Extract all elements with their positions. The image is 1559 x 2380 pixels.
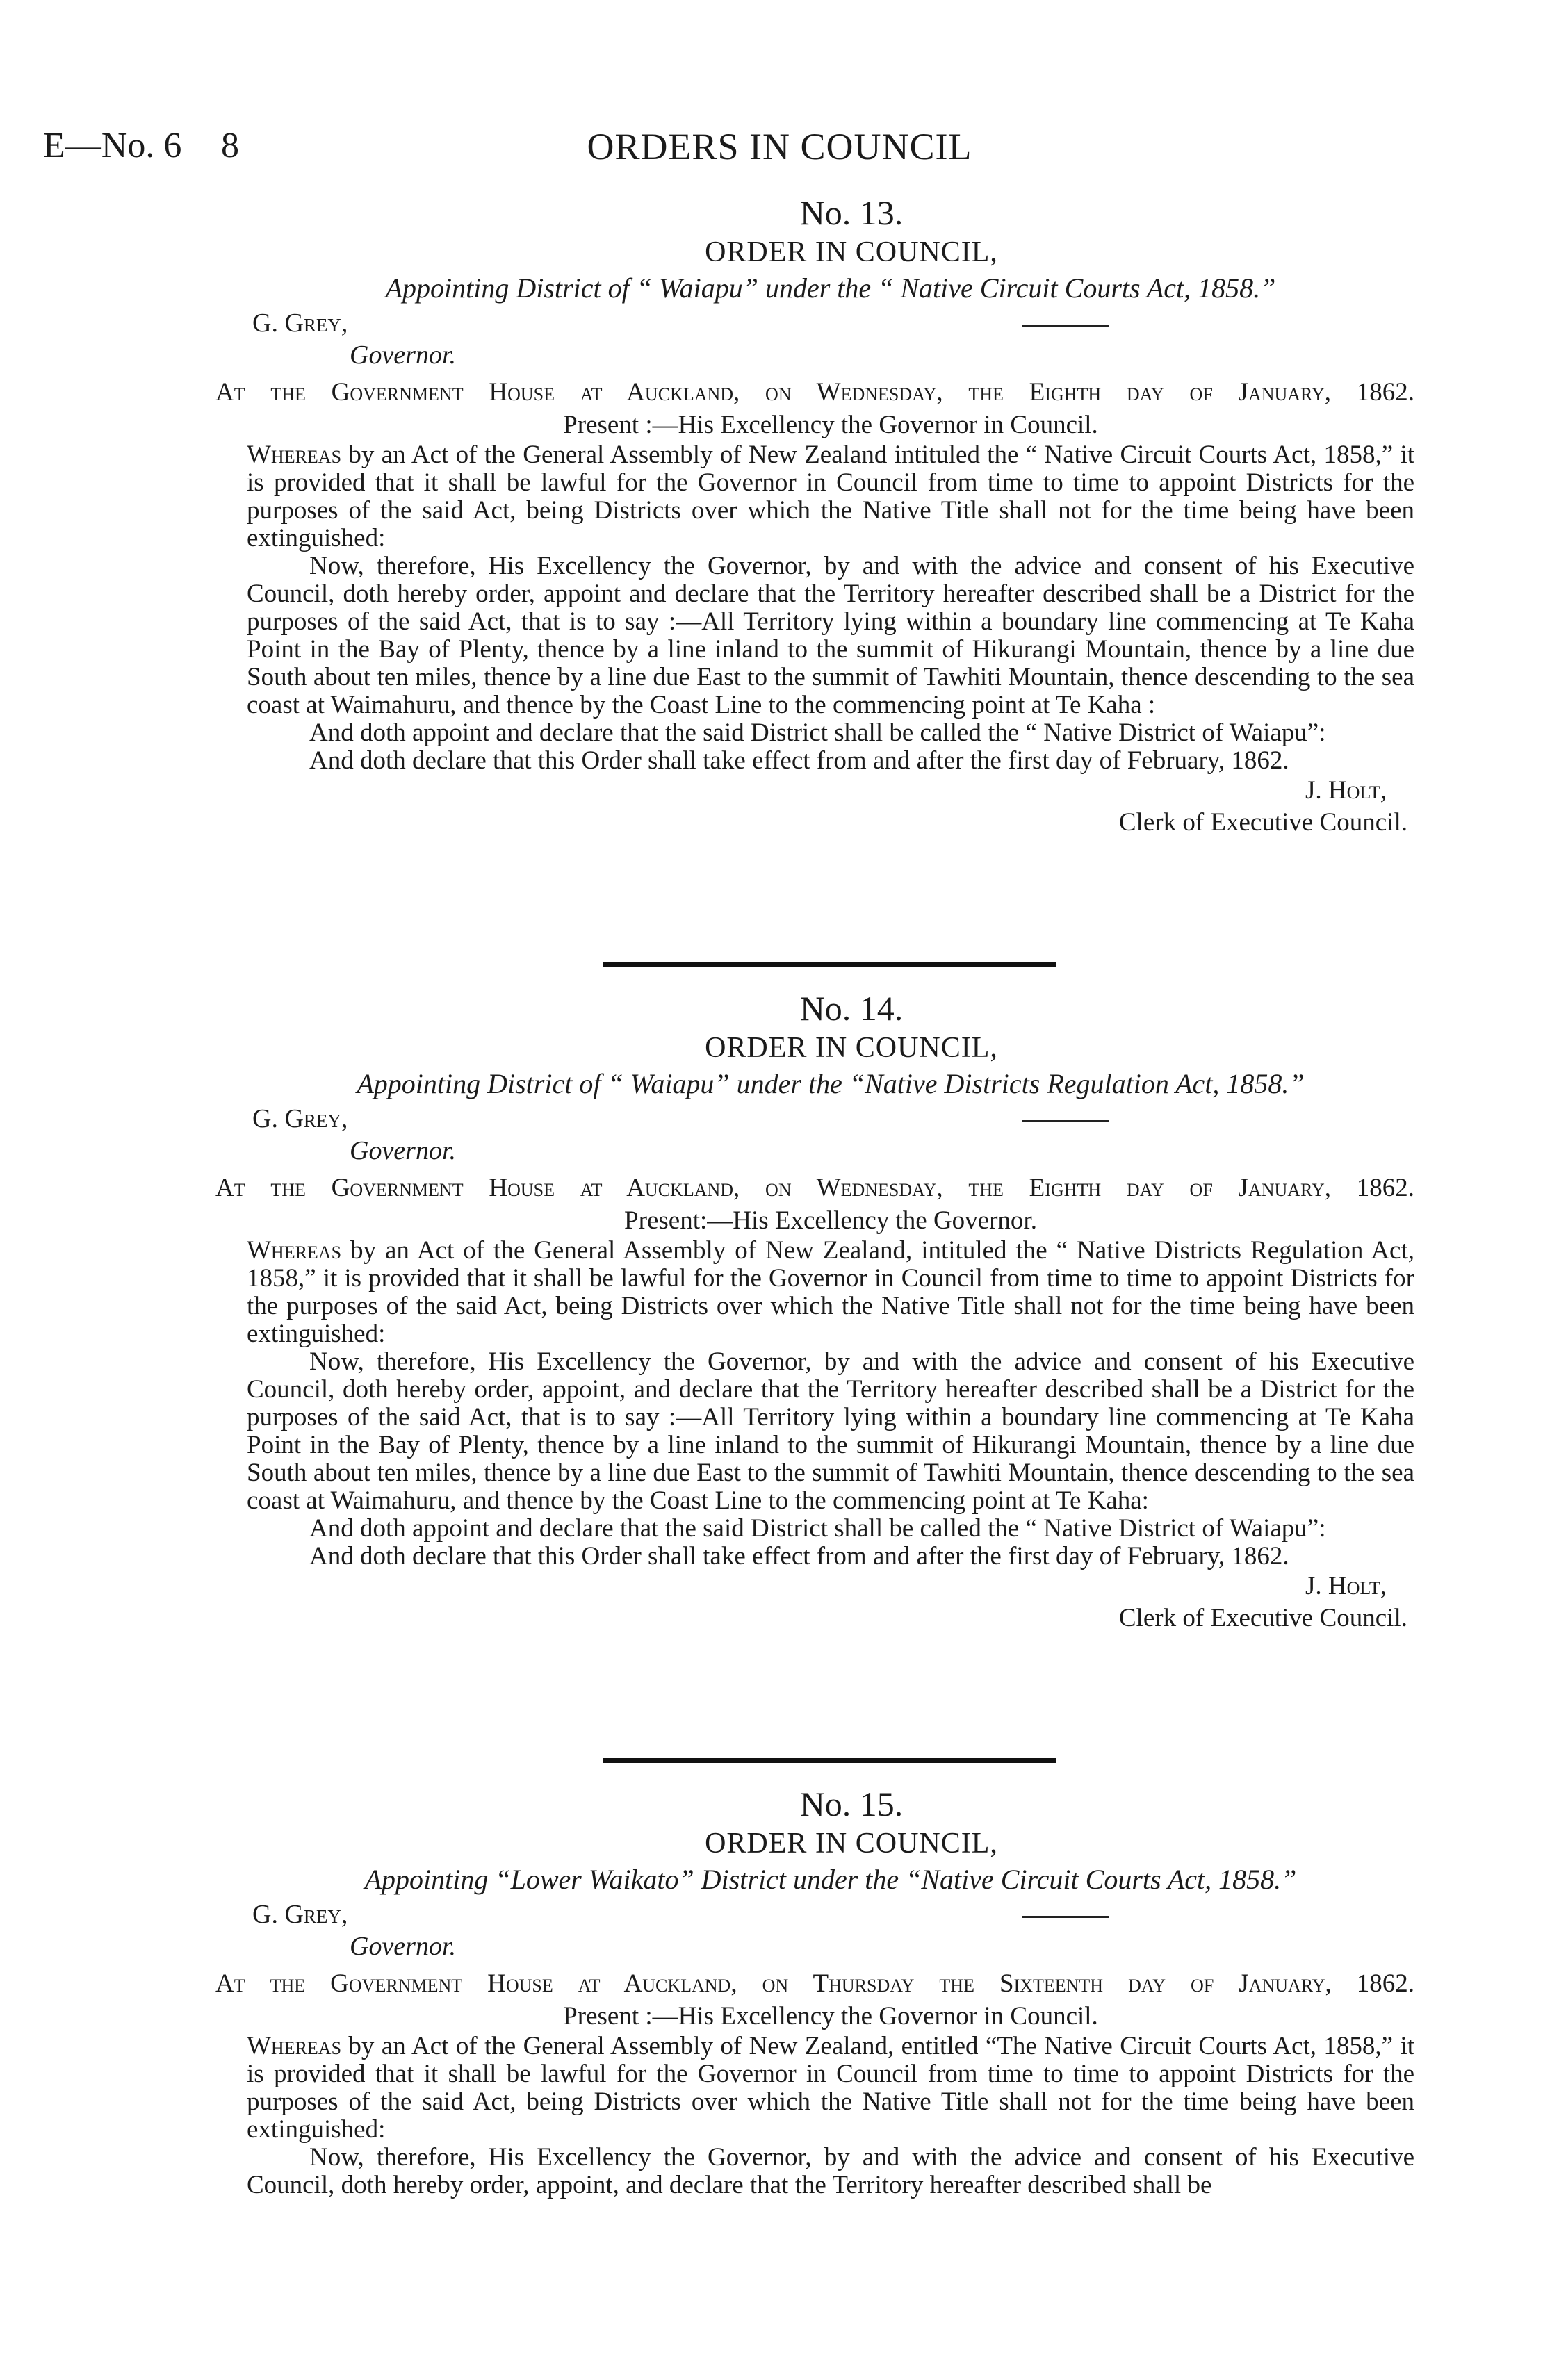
whereas-word: Whereas (247, 441, 342, 469)
clerk-signature (247, 1570, 1414, 1634)
whereas-text: by an Act of the General Assembly of New Zealand, entitled “The Native Circuit Courts Act, 1858,” it is provided that it shall be lawful for the Governor in Council from time to time to appoint Districts for the purposes of the said Act, being Districts over which the Native Title shall not for the time being have been extinguished: (247, 2032, 1414, 2144)
whereas-paragraph (247, 2033, 1414, 2144)
order-place-date: At the Government House at Auckland, on Wednesday, the Eighth day of January, 1862. (215, 1174, 1414, 1202)
whereas-paragraph (247, 441, 1414, 552)
order-number: No. 14. (799, 989, 904, 1028)
whereas-word: Whereas (247, 2032, 342, 2060)
whereas-word: Whereas (247, 1236, 342, 1265)
governor-title: Governor. (350, 340, 457, 370)
order-heading: ORDER IN COUNCIL, (705, 236, 998, 268)
governor-signature (247, 306, 1414, 376)
now-therefore-paragraph: Now, therefore, His Excellency the Governor, by and with the advice and consent of his Executive Council, doth hereby order, appoint, and declare that the Territory hereafter described shall be (247, 2143, 1414, 2199)
effect-paragraph: And doth declare that this Order shall take effect from and after the first day of February, 1862. (309, 1542, 1289, 1570)
section-divider (603, 962, 1056, 967)
governor-name: G. Grey, (252, 309, 348, 338)
order-14 (215, 987, 1414, 1634)
order-present: Present:—His Excellency the Governor. (624, 1206, 1037, 1235)
clerk-name: J. Holt, (1305, 776, 1387, 805)
page-number: 8 (221, 126, 239, 165)
order-place-date: At the Government House at Auckland, on Thursday the Sixteenth day of January, 1862. (215, 1969, 1414, 1998)
whereas-text: by an Act of the General Assembly of New Zealand, intituled the “ Native Districts Regulation Act, 1858,” it is provided that it shall be lawful for the Governor in Council from time to time to appoint Districts for the purposes of the said Act, being Districts over which the Native Title shall not for the time being have been extinguished: (247, 1236, 1414, 1348)
document-reference: E—No. 6 (43, 126, 182, 165)
whereas-text: by an Act of the General Assembly of New Zealand intituled the “ Native Circuit Courts Act, 1858,” it is provided that it shall be lawful for the Governor in Council from time to time to appoint Districts for the purposes of the said Act, being Districts over which the Native Title shall not for the time being have been extinguished: (247, 441, 1414, 552)
order-number: No. 13. (799, 193, 904, 232)
order-heading: ORDER IN COUNCIL, (705, 1032, 998, 1064)
order-number: No. 15. (799, 1784, 904, 1823)
order-subtitle: Appointing “Lower Waikato” District under the “Native Circuit Courts Act, 1858.” (364, 1864, 1297, 1895)
governor-signature (247, 1102, 1414, 1172)
order-15 (215, 1782, 1414, 2199)
whereas-paragraph (247, 1237, 1414, 1348)
signature-rule (1022, 325, 1109, 327)
effect-paragraph: And doth declare that this Order shall take effect from and after the first day of February, 1862. (309, 746, 1289, 775)
clerk-title: Clerk of Executive Council. (1118, 1604, 1407, 1632)
signature-rule (1022, 1120, 1109, 1122)
order-heading: ORDER IN COUNCIL, (705, 1828, 998, 1860)
section-divider (603, 1758, 1056, 1763)
now-therefore-paragraph: Now, therefore, His Excellency the Governor, by and with the advice and consent of his Executive Council, doth hereby order, appoint, and declare that the Territory hereafter described shall be a District for the purposes of the said Act, that is to say :—All Territory lying within a boundary line commencing at Te Kaha Point in the Bay of Plenty, thence by a line inland to the summit of Hikurangi Mountain, thence by a line due South about ten miles, thence by a line due East to the summit of Tawhiti Mountain, thence descending to the sea coast at Waimahuru, and thence by the Coast Line to the commencing point at Te Kaha: (247, 1347, 1414, 1515)
appoint-paragraph: And doth appoint and declare that the said District shall be called the “ Native District of Waiapu”: (309, 719, 1326, 747)
governor-name: G. Grey, (252, 1900, 348, 1929)
page-header (0, 125, 1559, 181)
appoint-paragraph: And doth appoint and declare that the said District shall be called the “ Native District of Waiapu”: (309, 1514, 1326, 1543)
governor-title: Governor. (350, 1932, 457, 1961)
governor-title: Governor. (350, 1136, 457, 1165)
now-therefore-paragraph: Now, therefore, His Excellency the Governor, by and with the advice and consent of his Executive Council, doth hereby order, appoint and declare that the Territory hereafter described shall be a District for the purposes of the said Act, that is to say :—All Territory lying within a boundary line commencing at Te Kaha Point in the Bay of Plenty, thence by a line inland to the summit of Hikurangi Mountain, thence by a line due South about ten miles, thence by a line due East to the summit of Tawhiti Mountain, thence descending to the sea coast at Waimahuru, and thence by the Coast Line to the commencing point at Te Kaha : (247, 552, 1414, 719)
order-subtitle: Appointing District of “ Waiapu” under the “Native Districts Regulation Act, 1858.” (357, 1068, 1305, 1099)
order-subtitle: Appointing District of “ Waiapu” under the “ Native Circuit Courts Act, 1858.” (385, 272, 1276, 304)
signature-rule (1022, 1916, 1109, 1918)
clerk-name: J. Holt, (1305, 1572, 1387, 1600)
clerk-title: Clerk of Executive Council. (1118, 808, 1407, 837)
order-13 (215, 191, 1414, 839)
governor-name: G. Grey, (252, 1104, 348, 1133)
governor-signature (247, 1898, 1414, 1967)
page-title: ORDERS IN COUNCIL (587, 126, 972, 167)
clerk-signature (247, 775, 1414, 839)
order-present: Present :—His Excellency the Governor in Council. (563, 411, 1098, 439)
order-place-date: At the Government House at Auckland, on Wednesday, the Eighth day of January, 1862. (215, 378, 1414, 407)
order-present: Present :—His Excellency the Governor in Council. (563, 2002, 1098, 2030)
